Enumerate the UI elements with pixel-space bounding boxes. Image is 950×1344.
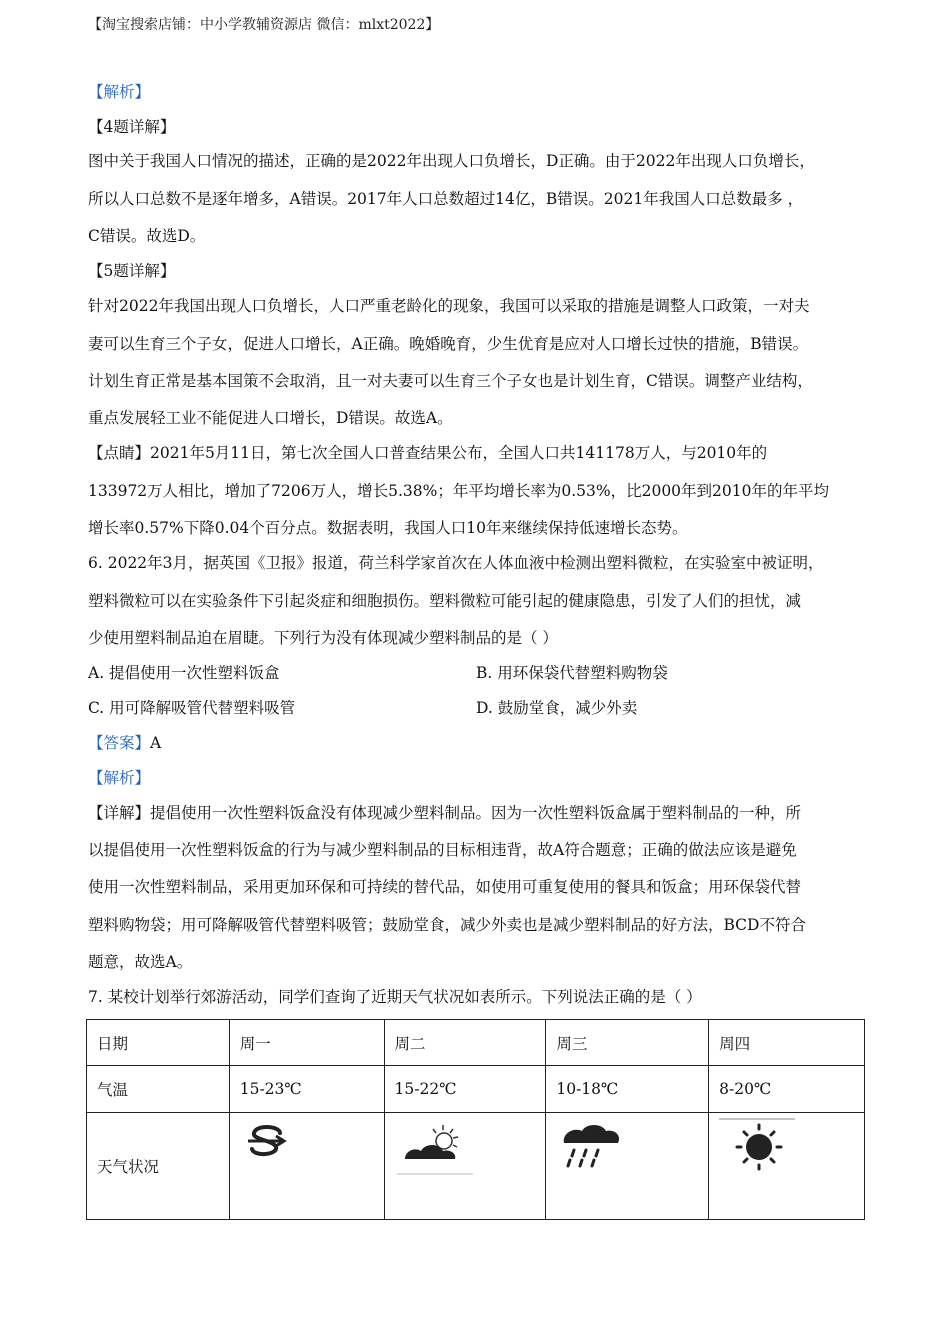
sandstorm-icon bbox=[240, 1119, 300, 1169]
day-cell: 周四 bbox=[709, 1020, 865, 1066]
q6-option-a: A. 提倡使用一次性塑料饭盒 bbox=[88, 664, 280, 682]
weather-cell bbox=[229, 1113, 384, 1220]
q5-line: 计划生育正常是基本国策不会取消，且一对夫妻可以生育三个子女也是计划生育，C错误。调整产业结构， bbox=[88, 372, 813, 390]
rain-icon bbox=[556, 1119, 626, 1171]
q6-stem-line: 6. 2022年3月，据英国《卫报》报道，荷兰科学家首次在人体血液中检测出塑料微粒，在实验室中被证明， bbox=[88, 554, 824, 572]
q6-option-b: B. 用环保袋代替塑料购物袋 bbox=[476, 664, 668, 682]
answer-value: A bbox=[150, 734, 162, 752]
sunny-icon bbox=[719, 1117, 799, 1175]
table-row bbox=[87, 1020, 865, 1066]
day-cell: 周一 bbox=[229, 1020, 384, 1066]
q6-detail-line: 使用一次性塑料制品，采用更加环保和可持续的替代品，如使用可重复使用的餐具和饭盒；用环保袋代替 bbox=[88, 878, 802, 896]
q6-option-c: C. 用可降解吸管代替塑料吸管 bbox=[88, 699, 296, 717]
weather-table bbox=[86, 1019, 865, 1220]
tip-line: 【点睛】2021年5月11日，第七次全国人口普查结果公布，全国人口共141178万人，与2010年的 bbox=[88, 444, 768, 462]
q7-stem: 7. 某校计划举行郊游活动，同学们查询了近期天气状况如表所示。下列说法正确的是（ ） bbox=[88, 988, 702, 1006]
q6-answer bbox=[88, 732, 161, 754]
weather-cell bbox=[384, 1113, 546, 1220]
page-header: 【淘宝搜索店铺：中小学教辅资源店 微信：mlxt2022】 bbox=[88, 17, 440, 33]
q6-stem-line: 少使用塑料制品迫在眉睫。下列行为没有体现减少塑料制品的是（ ） bbox=[88, 629, 558, 647]
answer-tag: 【答案】 bbox=[88, 734, 151, 752]
q5-title: 【5题详解】 bbox=[88, 262, 176, 280]
row-label-temp: 气温 bbox=[87, 1066, 230, 1113]
temp-cell: 15-22℃ bbox=[384, 1066, 546, 1113]
temp-cell: 10-18℃ bbox=[546, 1066, 709, 1113]
q6-detail-line: 塑料购物袋；用可降解吸管代替塑料吸管；鼓励堂食，减少外卖也是减少塑料制品的好方法，BCD不符合 bbox=[88, 916, 806, 934]
table-row bbox=[87, 1113, 865, 1220]
q6-detail-line: 【详解】提倡使用一次性塑料饭盒没有体现减少塑料制品。因为一次性塑料饭盒属于塑料制品的一种，所 bbox=[88, 804, 802, 822]
temp-cell: 8-20℃ bbox=[709, 1066, 865, 1113]
q6-detail-line: 题意，故选A。 bbox=[88, 953, 193, 971]
row-label-weather: 天气状况 bbox=[87, 1113, 230, 1220]
q6-option-d: D. 鼓励堂食，减少外卖 bbox=[476, 699, 638, 717]
temp-cell: 15-23℃ bbox=[229, 1066, 384, 1113]
q4-line: 图中关于我国人口情况的描述，正确的是2022年出现人口负增长，D正确。由于2022年出现人口负增长， bbox=[88, 152, 815, 170]
q4-line: C错误。故选D。 bbox=[88, 227, 206, 245]
q4-title: 【4题详解】 bbox=[88, 118, 176, 136]
weather-cell bbox=[709, 1113, 865, 1220]
analysis-tag-q6: 【解析】 bbox=[88, 769, 151, 787]
table-row bbox=[87, 1066, 865, 1113]
q5-line: 重点发展轻工业不能促进人口增长，D错误。故选A。 bbox=[88, 409, 453, 427]
q6-stem-line: 塑料微粒可以在实验条件下引起炎症和细胞损伤。塑料微粒可能引起的健康隐患，引发了人们的担忧，减 bbox=[88, 592, 802, 610]
day-cell: 周二 bbox=[384, 1020, 546, 1066]
q6-detail-line: 以提倡使用一次性塑料饭盒的行为与减少塑料制品的目标相违背，故A符合题意；正确的做法应该是避免 bbox=[88, 841, 797, 859]
tip-line: 增长率0.57%下降0.04个百分点。数据表明，我国人口10年来继续保持低速增长态势。 bbox=[88, 519, 688, 537]
q5-line: 针对2022年我国出现人口负增长，人口严重老龄化的现象，我国可以采取的措施是调整人口政策，一对夫 bbox=[88, 297, 810, 315]
row-label-date: 日期 bbox=[87, 1020, 230, 1066]
tip-line: 133972万人相比，增加了7206万人，增长5.38%；年平均增长率为0.53%，比2000年到2010年的年平均 bbox=[88, 482, 829, 500]
q4-line: 所以人口总数不是逐年增多，A错误。2017年人口总数超过14亿，B错误。2021年我国人口总数最多 ， bbox=[88, 190, 804, 208]
analysis-tag-q4: 【解析】 bbox=[88, 83, 151, 101]
day-cell: 周三 bbox=[546, 1020, 709, 1066]
weather-cell bbox=[546, 1113, 709, 1220]
partly-cloudy-icon bbox=[395, 1123, 475, 1181]
q5-line: 妻可以生育三个子女，促进人口增长，A正确。晚婚晚育，少生优育是应对人口增长过快的措施，B错误。 bbox=[88, 335, 809, 353]
